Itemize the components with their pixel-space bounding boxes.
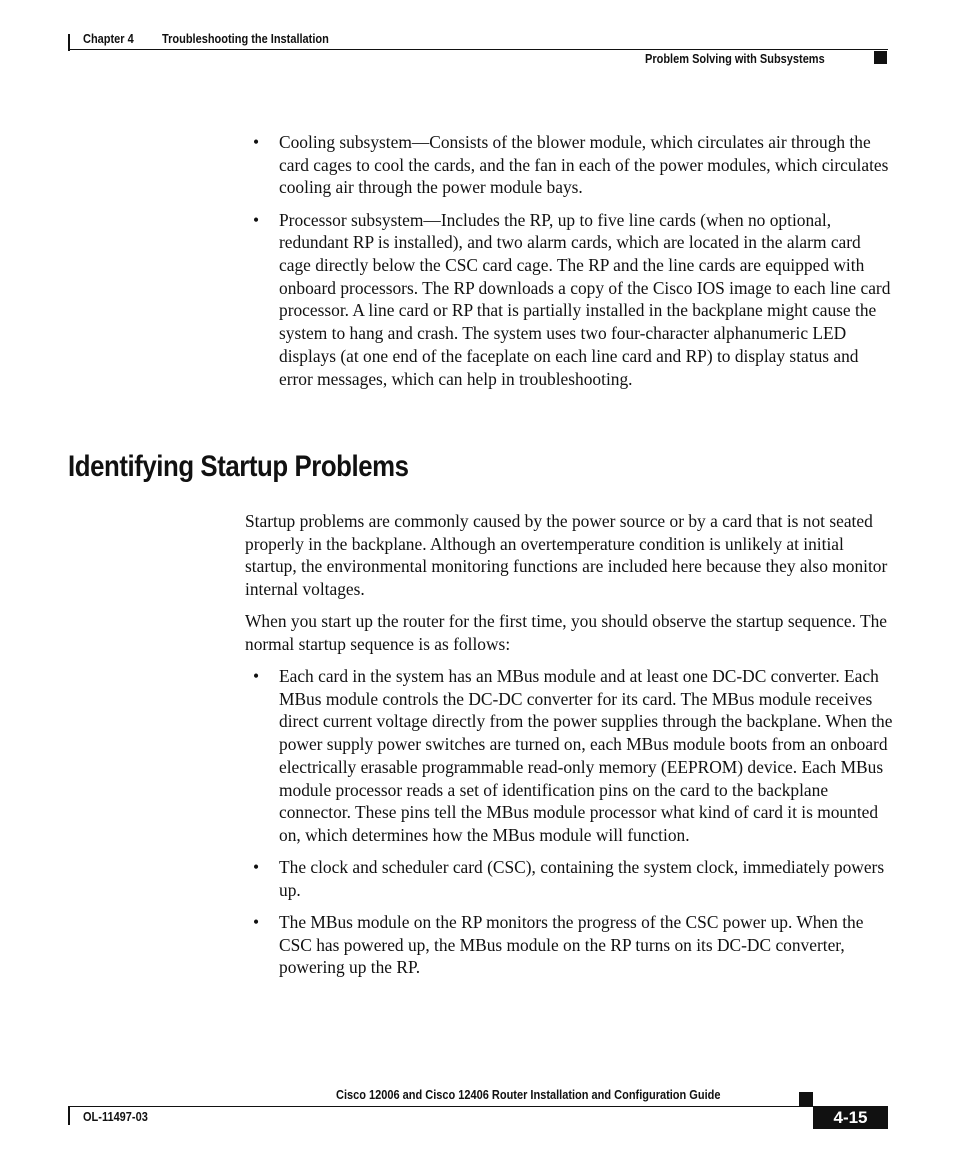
header-section: Problem Solving with Subsystems [645, 52, 825, 66]
page-number: 4-15 [813, 1106, 888, 1129]
bullet-text: Cooling subsystem—Consists of the blower module, which circulates air through the card cages to cool the cards, and the fan in each of the power modules, which circulates cooling air through the power module bays. [279, 132, 889, 198]
list-item [253, 209, 893, 391]
list-item [253, 911, 893, 979]
bullet-marker: • [253, 666, 260, 686]
bullet-marker: • [253, 912, 260, 933]
footer-left-bar [68, 1106, 70, 1125]
footer-doc-number: OL-11497-03 [83, 1110, 148, 1124]
bullet-text: The clock and scheduler card (CSC), containing the system clock, immediately powers up. [279, 857, 885, 900]
footer-rule [68, 1106, 813, 1107]
bullet-marker: • [253, 857, 260, 878]
bullet-text: The MBus module on the RP monitors the progress of the CSC power up. When the CSC has powered up, the MBus module on the RP turns on its DC-DC converter, powering up the RP. [279, 912, 864, 978]
section-title: Identifying Startup Problems [68, 450, 409, 483]
intro-paragraph: Startup problems are commonly caused by the power source or by a card that is not seated properly in the backplane. Although an overtemperature condition is unlikely at initial startup, the environmental monitoring functions are included here because they also monitor internal voltages. [245, 511, 888, 600]
header-chapter-title: Troubleshooting the Installation [162, 32, 329, 46]
bullet-text: Each card in the system has an MBus module and at least one DC-DC converter. Each MBus module controls the DC-DC converter for its card. The MBus module receives direct current voltage directly from the power supplies through the backplane. When the power supply power switches are turned on, each MBus module boots from an onboard electrically erasable programmable read-only memory (EEPROM) device. Each MBus module processor reads a set of identification pins on the card to the backplane connector. These pins tell the MBus module processor what kind of card it is mounted on, which determines how the MBus module will function. [279, 666, 893, 845]
header-rule [68, 49, 888, 50]
list-item [253, 856, 893, 901]
subsystem-bullet-list [253, 131, 893, 400]
bullet-text: Processor subsystem—Includes the RP, up to five line cards (when no optional, redundant RP is installed), and two alarm cards, which are located in the alarm card cage directly below the CSC card cage. The RP and the line cards are equipped with onboard processors. The RP downloads a copy of the Cisco IOS image to each line card processor. A line card or RP that is partially installed in the backplane might cause the system to hang and crash. The system uses two four-character alphanumeric LED displays (at one end of the faceplate on each line card and RP) to display status and error messages, which can help in troubleshooting. [279, 209, 891, 389]
header-chapter: Chapter 4 [83, 32, 134, 46]
header-marker-block [874, 51, 887, 64]
footer-marker-block [799, 1092, 813, 1106]
list-item [253, 665, 893, 847]
startup-bullet-list [253, 665, 893, 989]
list-item [253, 131, 893, 199]
startup-sequence-paragraph: When you start up the router for the first time, you should observe the startup sequence. The normal startup sequence is as follows: [245, 611, 887, 654]
footer-guide-title: Cisco 12006 and Cisco 12406 Router Installation and Configuration Guide [336, 1088, 721, 1102]
bullet-marker: • [253, 132, 260, 152]
bullet-marker: • [253, 209, 260, 230]
